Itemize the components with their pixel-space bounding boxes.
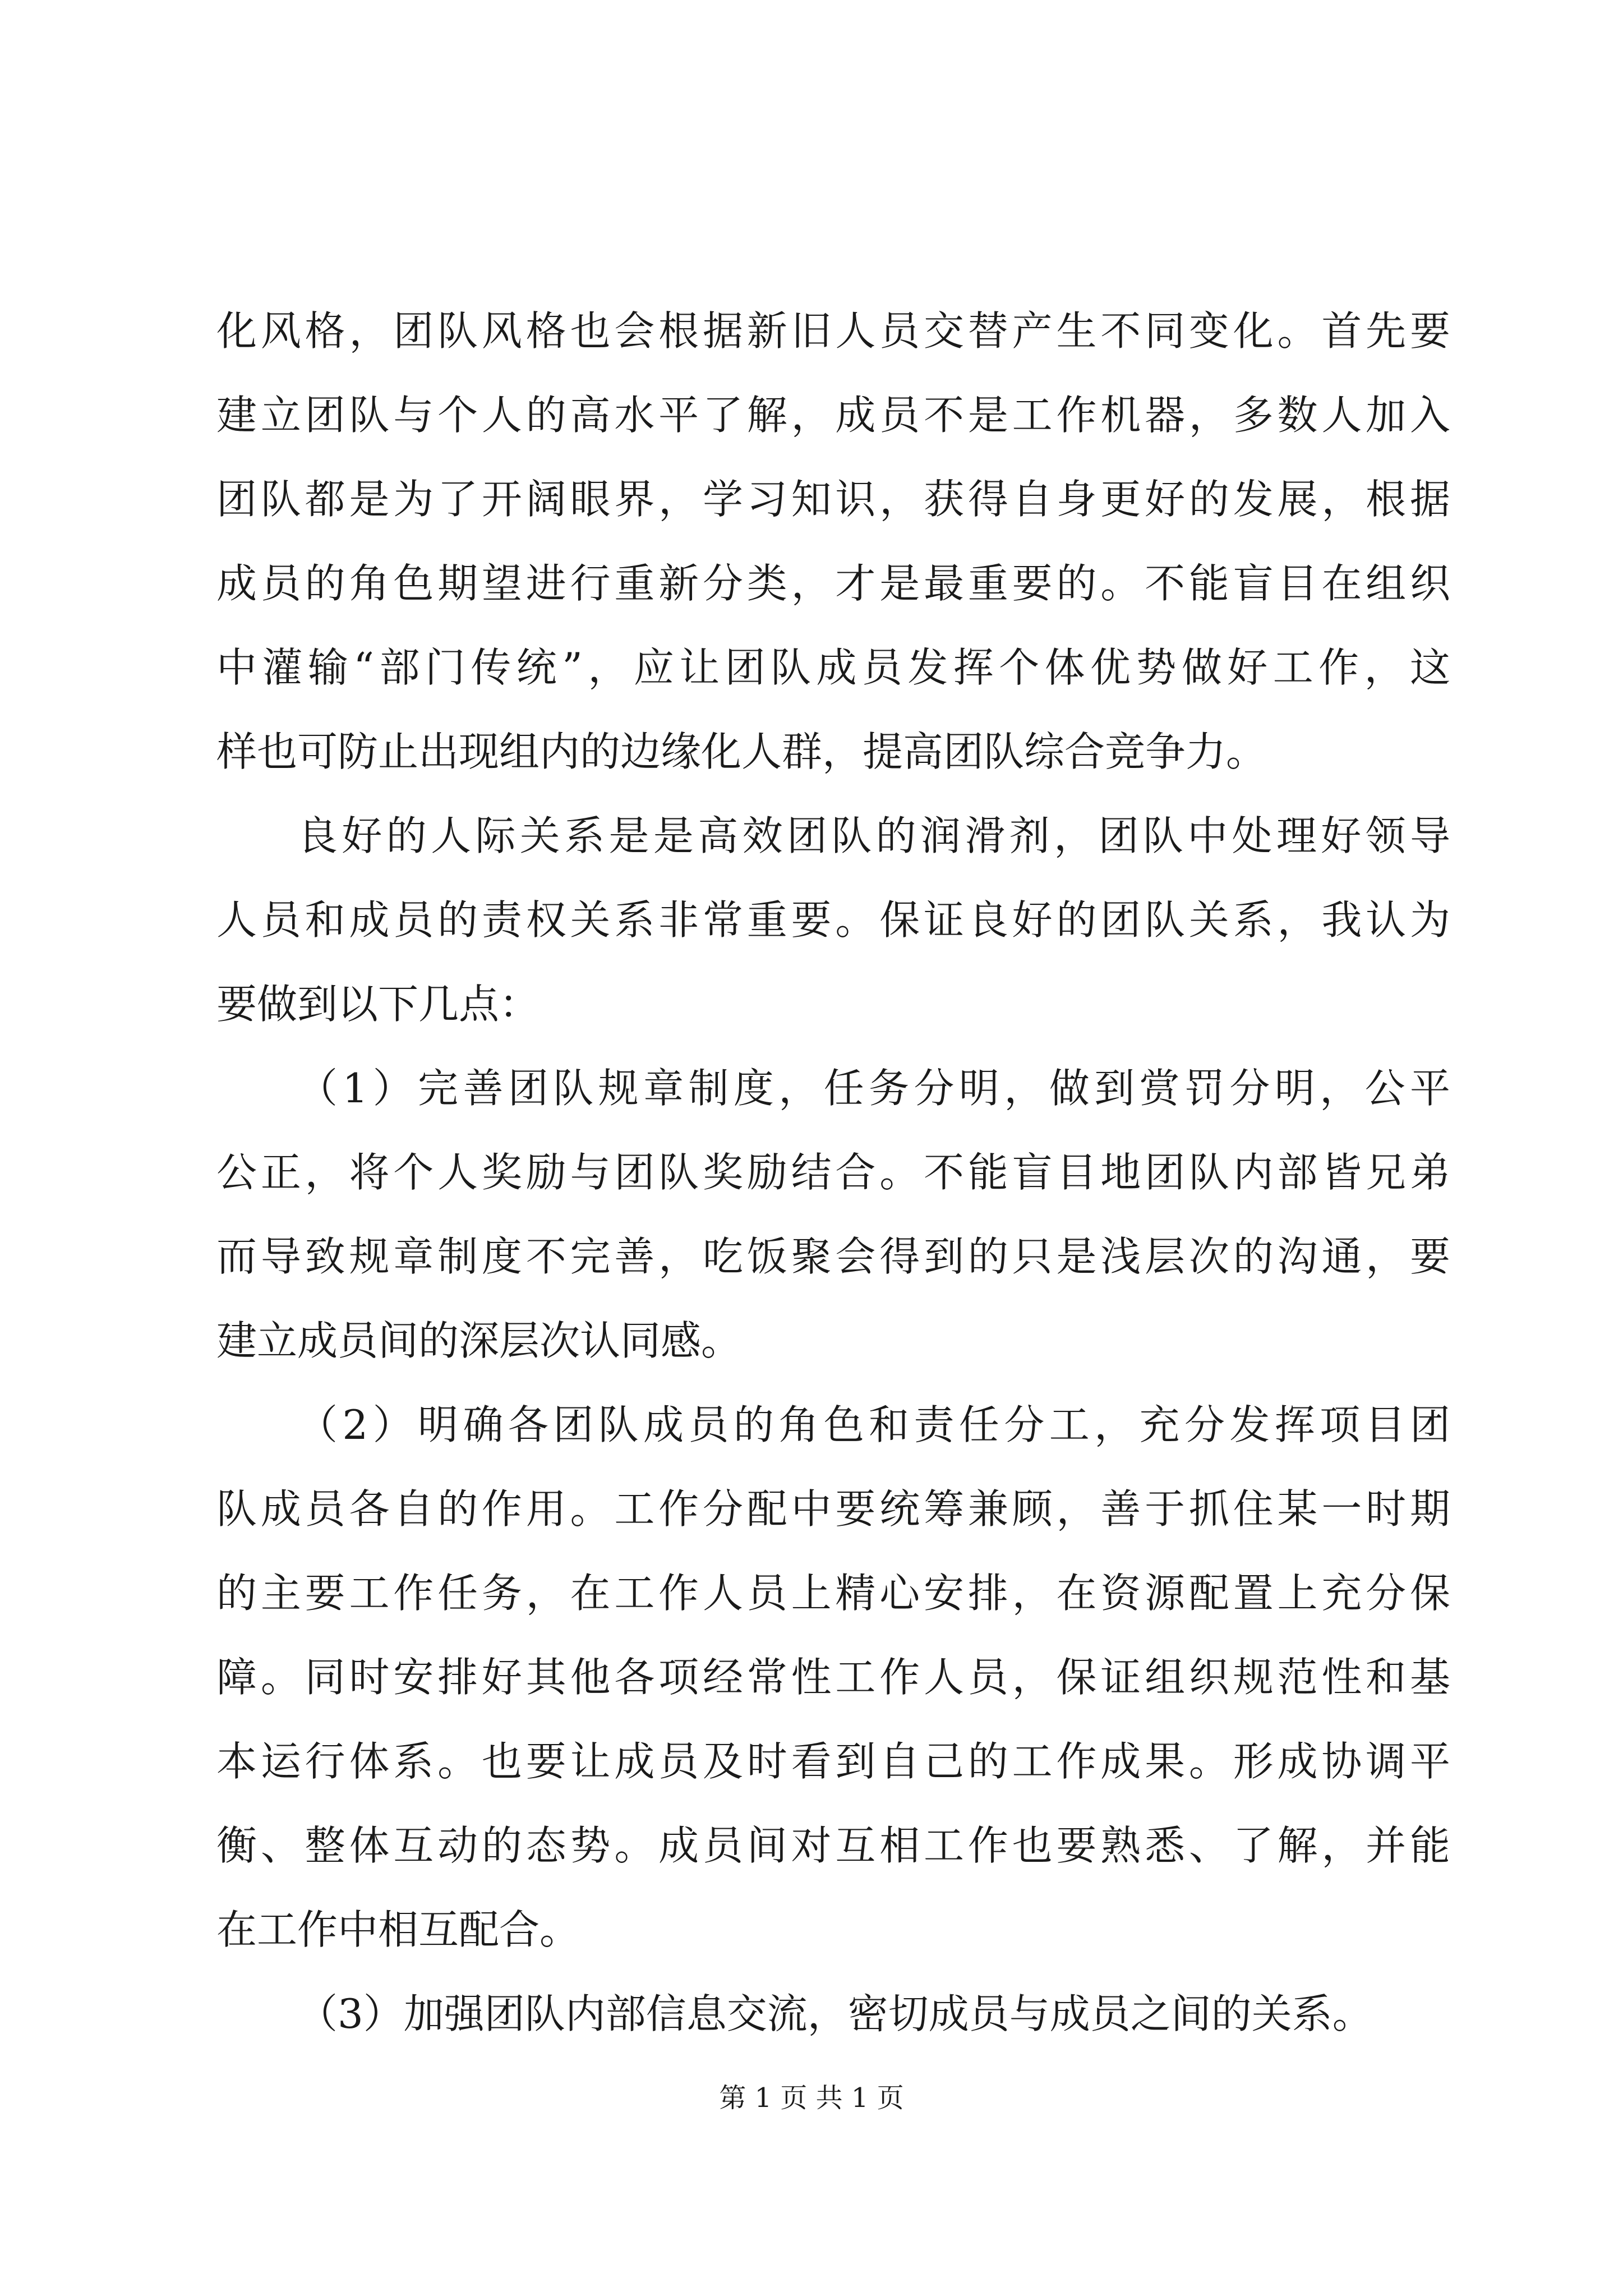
text-line: 本运行体系。也要让成员及时看到自己的工作成果。形成协调平 [216,1738,1450,1785]
text-line: 衡、整体互动的态势。成员间对互相工作也要熟悉、了解，并能 [216,1822,1450,1869]
text-line: 建立成员间的深层次认同感。 [216,1317,742,1364]
text-line: 成员的角色期望进行重新分类，才是最重要的。不能盲目在组织 [216,560,1450,607]
text-line: （3）加强团队内部信息交流，密切成员与成员之间的关系。 [297,1990,1373,2037]
text-line: 的主要工作任务，在工作人员上精心安排，在资源配置上充分保 [216,1570,1450,1617]
text-line: 团队都是为了开阔眼界，学习知识，获得自身更好的发展，根据 [216,476,1450,523]
text-line: 而导致规章制度不完善，吃饭聚会得到的只是浅层次的沟通，要 [216,1233,1450,1280]
text-line: 样也可防止出现组内的边缘化人群，提高团队综合竞争力。 [216,728,1267,775]
text-line: 队成员各自的作用。工作分配中要统筹兼顾，善于抓住某一时期 [216,1485,1450,1533]
text-line: 公正，将个人奖励与团队奖励结合。不能盲目地团队内部皆兄弟 [216,1149,1450,1196]
text-line: 人员和成员的责权关系非常重要。保证良好的团队关系，我认为 [216,896,1450,944]
text-line: 要做到以下几点： [216,981,540,1028]
text-line: （1）完善团队规章制度，任务分明，做到赏罚分明，公平 [297,1065,1450,1112]
text-line: 建立团队与个人的高水平了解，成员不是工作机器，多数人加入 [216,392,1450,439]
text-line: 中灌输“部门传统”，应让团队成员发挥个体优势做好工作，这 [216,644,1450,691]
text-line: 良好的人际关系是是高效团队的润滑剂，团队中处理好领导 [297,812,1450,859]
text-line: 在工作中相互配合。 [216,1906,580,1953]
text-line: 化风格，团队风格也会根据新旧人员交替产生不同变化。首先要 [216,307,1450,355]
text-line: （2）明确各团队成员的角色和责任分工，充分发挥项目团 [297,1401,1450,1448]
page-number-footer: 第 1 页 共 1 页 [719,2082,904,2114]
text-line: 障。同时安排好其他各项经常性工作人员，保证组织规范性和基 [216,1654,1450,1701]
